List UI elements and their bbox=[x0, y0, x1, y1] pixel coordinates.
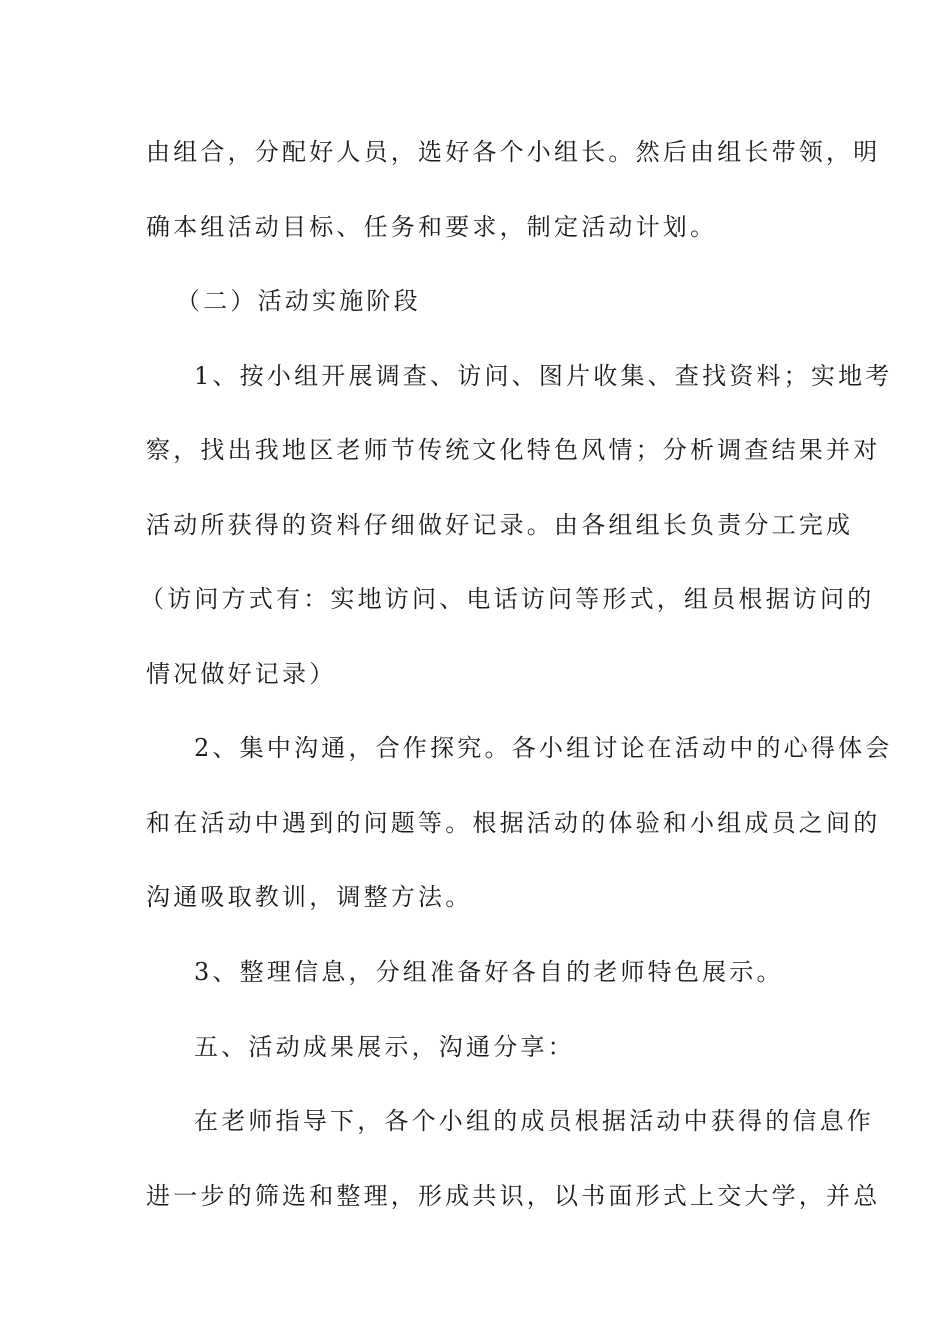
body-line-14: 在老师指导下，各个小组的成员根据活动中获得的信息作 bbox=[194, 1107, 874, 1135]
section-heading-implementation: （二）活动实施阶段 bbox=[176, 287, 421, 315]
body-line-1: 由组合，分配好人员，选好各个小组长。然后由组长带领，明 bbox=[146, 138, 881, 166]
body-line-5: 察，找出我地区老师节传统文化特色风情；分析调查结果并对 bbox=[146, 436, 881, 464]
body-line-12: 3、整理信息，分组准备好各自的老师特色展示。 bbox=[194, 958, 784, 986]
body-line-7: （访问方式有：实地访问、电话访问等形式，组员根据访问的 bbox=[140, 585, 875, 613]
body-line-4: 1、按小组开展调查、访问、图片收集、查找资料；实地考 bbox=[194, 362, 893, 390]
body-line-6: 活动所获得的资料仔细做好记录。由各组组长负责分工完成 bbox=[146, 511, 854, 539]
section-heading-results: 五、活动成果展示，沟通分享： bbox=[194, 1033, 575, 1061]
body-line-11: 沟通吸取教训，调整方法。 bbox=[146, 883, 473, 911]
body-line-9: 2、集中沟通，合作探究。各小组讨论在活动中的心得体会 bbox=[194, 734, 893, 762]
body-line-8: 情况做好记录） bbox=[146, 660, 337, 688]
body-line-10: 和在活动中遇到的问题等。根据活动的体验和小组成员之间的 bbox=[146, 809, 881, 837]
body-line-2: 确本组活动目标、任务和要求，制定活动计划。 bbox=[146, 213, 718, 241]
body-line-15: 进一步的筛选和整理，形成共识，以书面形式上交大学，并总 bbox=[146, 1182, 881, 1210]
